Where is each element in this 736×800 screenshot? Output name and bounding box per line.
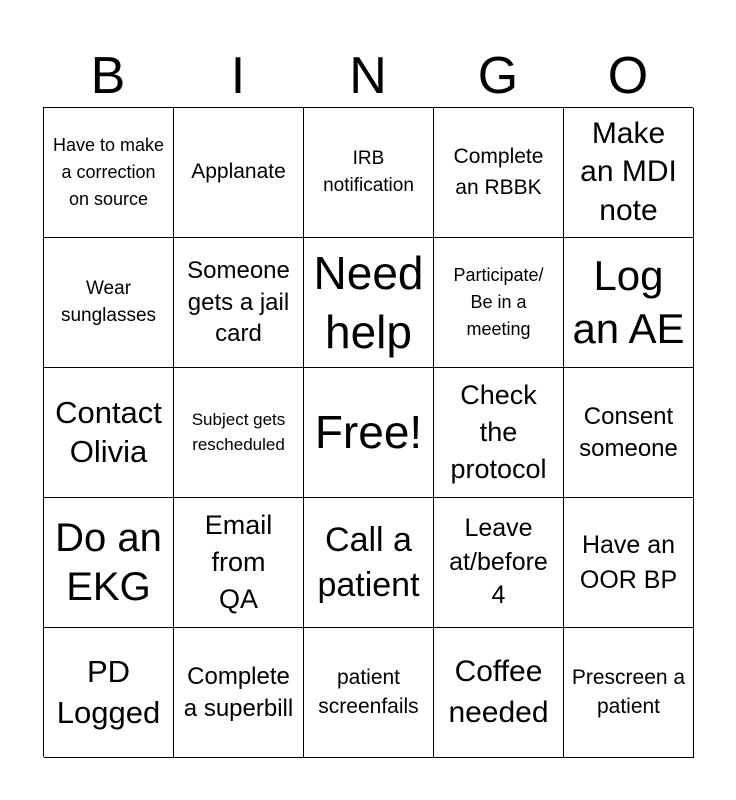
cell-text: Subject gets rescheduled [191, 409, 286, 454]
bingo-cell[interactable] [564, 628, 694, 758]
cell-text: IRB notification [323, 147, 414, 196]
cell-text: Have to make a correction on source [52, 135, 165, 209]
bingo-cell[interactable] [564, 498, 694, 628]
bingo-cell[interactable] [434, 498, 564, 628]
cell-text: Consent someone [579, 402, 678, 462]
cell-text: patient screenfails [318, 665, 419, 718]
bingo-cell[interactable] [174, 628, 304, 758]
bingo-cell[interactable] [304, 368, 434, 498]
cell-text: Need help [313, 246, 424, 358]
cell-text: PD Logged [56, 654, 161, 730]
cell-text: Complete an RBBK [453, 145, 544, 199]
cell-text: Applanate [191, 160, 286, 184]
bingo-cell[interactable] [174, 238, 304, 368]
bingo-cell[interactable] [434, 108, 564, 238]
bingo-cell[interactable] [434, 368, 564, 498]
header-letter-n: N [349, 47, 387, 105]
cell-text: Leave at/before 4 [449, 513, 548, 610]
cell-text: Log an AE [572, 252, 685, 352]
cell-text: Coffee needed [448, 655, 549, 729]
bingo-cell[interactable] [304, 498, 434, 628]
bingo-header [43, 44, 693, 108]
bingo-cell[interactable] [174, 368, 304, 498]
bingo-board [43, 107, 693, 757]
header-letter-b: B [90, 47, 126, 105]
header-letter-g: G [477, 47, 519, 105]
cell-text: Have an OOR BP [579, 530, 678, 594]
bingo-cell[interactable] [174, 498, 304, 628]
cell-text: Prescreen a patient [571, 665, 686, 718]
bingo-cell[interactable] [304, 108, 434, 238]
cell-text: Complete a superbill [183, 663, 294, 722]
cell-text: Call a patient [317, 521, 420, 604]
cell-text: Check the protocol [450, 379, 547, 485]
bingo-cell[interactable] [564, 368, 694, 498]
bingo-cell[interactable] [564, 238, 694, 368]
cell-text: Do an EKG [55, 515, 162, 609]
cell-text: Participate/ Be in a meeting [453, 265, 544, 339]
bingo-cell[interactable] [44, 108, 174, 238]
header-letter-i: I [230, 47, 246, 105]
bingo-cell[interactable] [304, 628, 434, 758]
bingo-cell[interactable] [44, 498, 174, 628]
cell-text: Wear sunglasses [60, 277, 157, 326]
bingo-cell[interactable] [44, 368, 174, 498]
bingo-cell[interactable] [434, 628, 564, 758]
bingo-cell[interactable] [434, 238, 564, 368]
cell-text: Someone gets a jail card [187, 256, 290, 348]
bingo-cell[interactable] [304, 238, 434, 368]
bingo-cell[interactable] [174, 108, 304, 238]
cell-text: Make an MDI note [580, 116, 677, 227]
cell-text: Email from QA [204, 509, 273, 615]
cell-text: Contact Olivia [55, 394, 162, 469]
header-letter-o: O [607, 47, 649, 105]
bingo-cell[interactable] [44, 238, 174, 368]
bingo-cell[interactable] [44, 628, 174, 758]
cell-text: Free! [314, 406, 423, 459]
bingo-cell[interactable] [564, 108, 694, 238]
